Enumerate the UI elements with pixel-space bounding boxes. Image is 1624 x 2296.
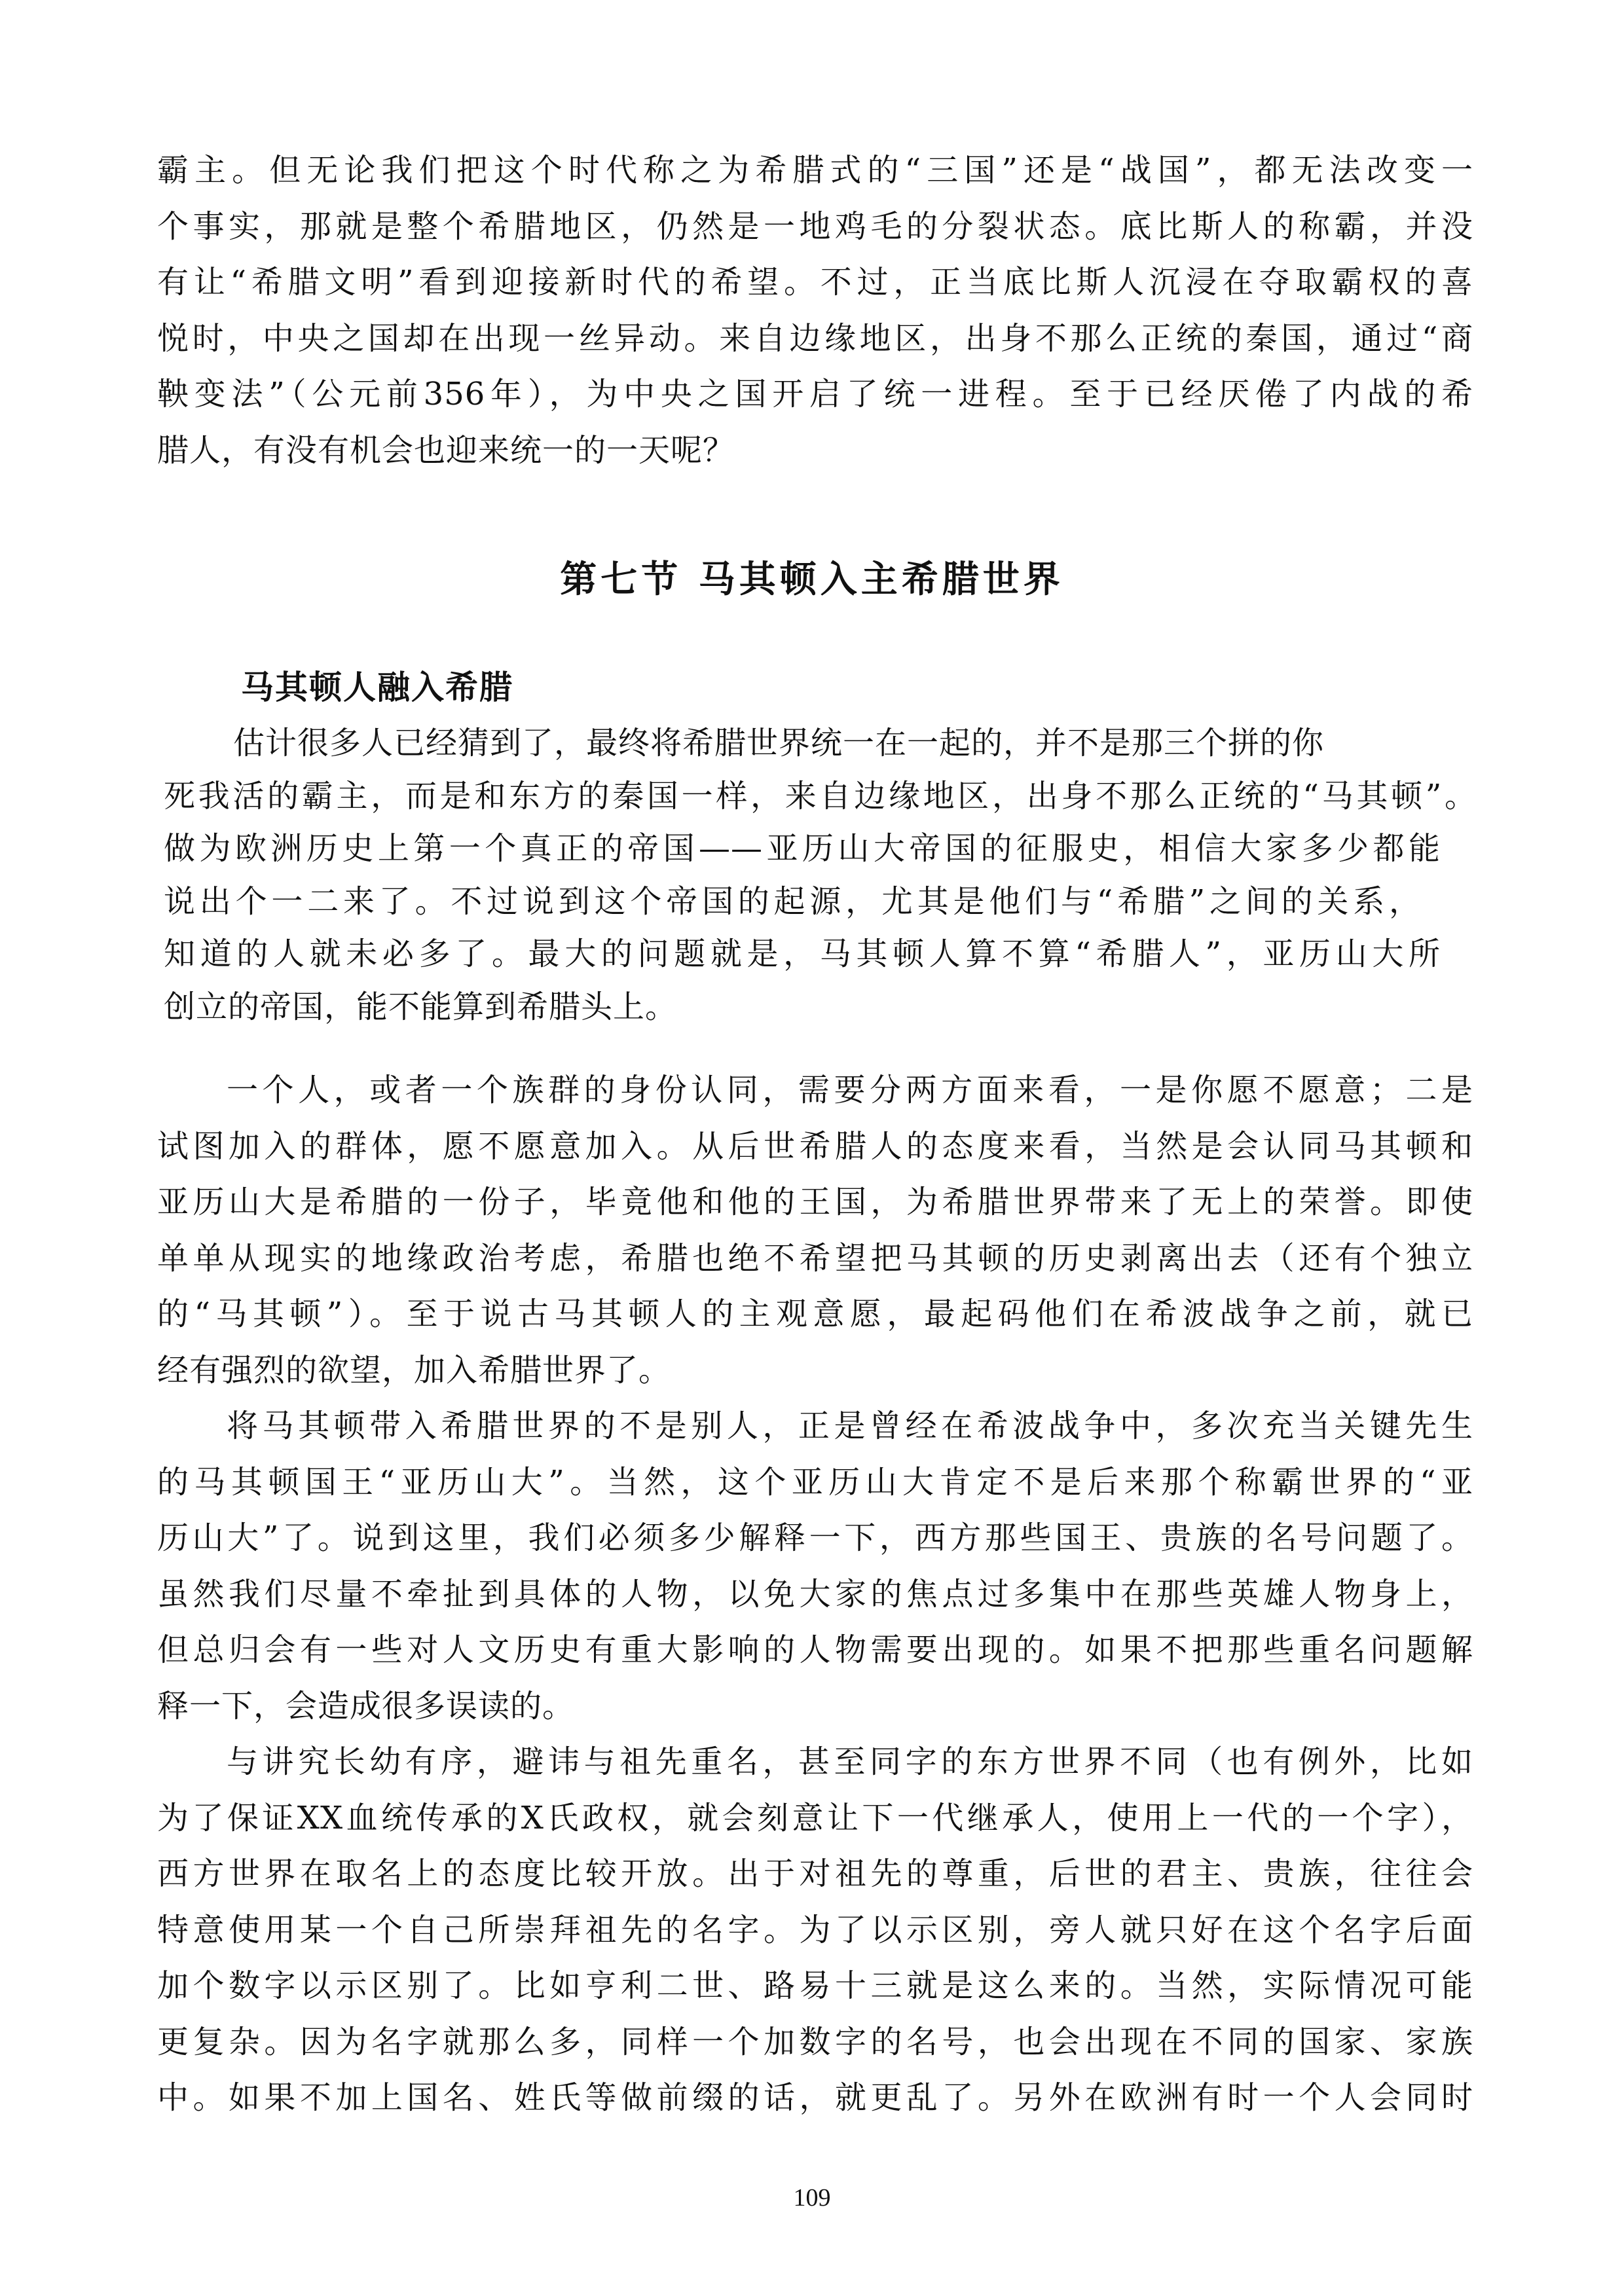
text-line: 虽然我们尽量不牵扯到具体的人物，以免大家的焦点过多集中在那些英雄人物身上，: [157, 1576, 1473, 1613]
text-line: 西方世界在取名上的态度比较开放。出于对祖先的尊重，后世的君主、贵族，往往会: [157, 1855, 1473, 1892]
text-line: 的马其顿国王“亚历山大”。当然，这个亚历山大肯定不是后来那个称霸世界的“亚: [157, 1464, 1473, 1501]
text-line: 知道的人就未必多了。最大的问题就是，马其顿人算不算“希腊人”，亚历山大所: [164, 936, 1441, 972]
text-line: 中。如果不加上国名、姓氏等做前缀的话，就更乱了。另外在欧洲有时一个人会同时: [157, 2079, 1473, 2116]
text-line: 创立的帝国，能不能算到希腊头上。: [164, 989, 678, 1025]
subsection-title: 马其顿人融入希腊: [241, 668, 513, 706]
text-line: 的“马其顿”）。至于说古马其顿人的主观意愿，最起码他们在希波战争之前，就已: [157, 1296, 1473, 1332]
text-line: 特意使用某一个自己所崇拜祖先的名字。为了以示区别，旁人就只好在这个名字后面: [157, 1912, 1473, 1948]
text-line: 释一下，会造成很多误读的。: [157, 1688, 575, 1724]
text-line: 为了保证XX血统传承的X氏政权，就会刻意让下一代继承人，使用上一代的一个字），: [157, 1800, 1473, 1836]
text-line: 试图加入的群体，愿不愿意加入。从后世希腊人的态度来看，当然是会认同马其顿和: [157, 1128, 1473, 1165]
text-line: 悦时，中央之国却在出现一丝异动。来自边缘地区，出身不那么正统的秦国，通过“商: [157, 320, 1473, 357]
text-line: 将马其顿带入希腊世界的不是别人，正是曾经在希波战争中，多次充当关键先生: [227, 1408, 1473, 1444]
text-line: 但总归会有一些对人文历史有重大影响的人物需要出现的。如果不把那些重名问题解: [157, 1631, 1473, 1668]
text-line: 更复杂。因为名字就那么多，同样一个加数字的名号，也会出现在不同的国家、家族: [157, 2024, 1473, 2060]
page-number: 109: [793, 2184, 831, 2212]
text-line: 加个数字以示区别了。比如亨利二世、路易十三就是这么来的。当然，实际情况可能: [157, 1967, 1473, 2004]
text-line: 鞅变法”（公元前356年），为中央之国开启了统一进程。至于已经厌倦了内战的希: [157, 376, 1473, 412]
text-line: 与讲究长幼有序，避讳与祖先重名，甚至同字的东方世界不同（也有例外，比如: [227, 1743, 1473, 1780]
text-line: 说出个一二来了。不过说到这个帝国的起源，尤其是他们与“希腊”之间的关系，: [164, 883, 1421, 920]
text-line: 霸主。但无论我们把这个时代称之为希腊式的“三国”还是“战国”，都无法改变一: [157, 152, 1473, 189]
text-line: 个事实，那就是整个希腊地区，仍然是一地鸡毛的分裂状态。底比斯人的称霸，并没: [157, 208, 1473, 245]
text-line: 单单从现实的地缘政治考虑，希腊也绝不希望把马其顿的历史剥离出去（还有个独立: [157, 1240, 1473, 1277]
section-title: 第七节 马其顿入主希腊世界: [560, 558, 1064, 601]
text-line: 亚历山大是希腊的一份子，毕竟他和他的王国，为希腊世界带来了无上的荣誉。即使: [157, 1184, 1473, 1220]
text-line: 做为欧洲历史上第一个真正的帝国——亚历山大帝国的征服史，相信大家多少都能: [164, 830, 1441, 867]
text-line: 经有强烈的欲望，加入希腊世界了。: [157, 1352, 671, 1389]
text-line: 一个人，或者一个族群的身份认同，需要分两方面来看，一是你愿不愿意；二是: [227, 1072, 1473, 1108]
text-line: 估计很多人已经猜到了，最终将希腊世界统一在一起的，并不是那三个拼的你: [233, 725, 1325, 761]
text-line: 历山大”了。说到这里，我们必须多少解释一下，西方那些国王、贵族的名号问题了。: [157, 1520, 1473, 1556]
text-line: 死我活的霸主，而是和东方的秦国一样，来自边缘地区，出身不那么正统的“马其顿”。: [164, 778, 1477, 814]
text-line: 有让“希腊文明”看到迎接新时代的希望。不过，正当底比斯人沉浸在夺取霸权的喜: [157, 264, 1473, 301]
text-line: 腊人，有没有机会也迎来统一的一天呢？: [157, 432, 735, 469]
